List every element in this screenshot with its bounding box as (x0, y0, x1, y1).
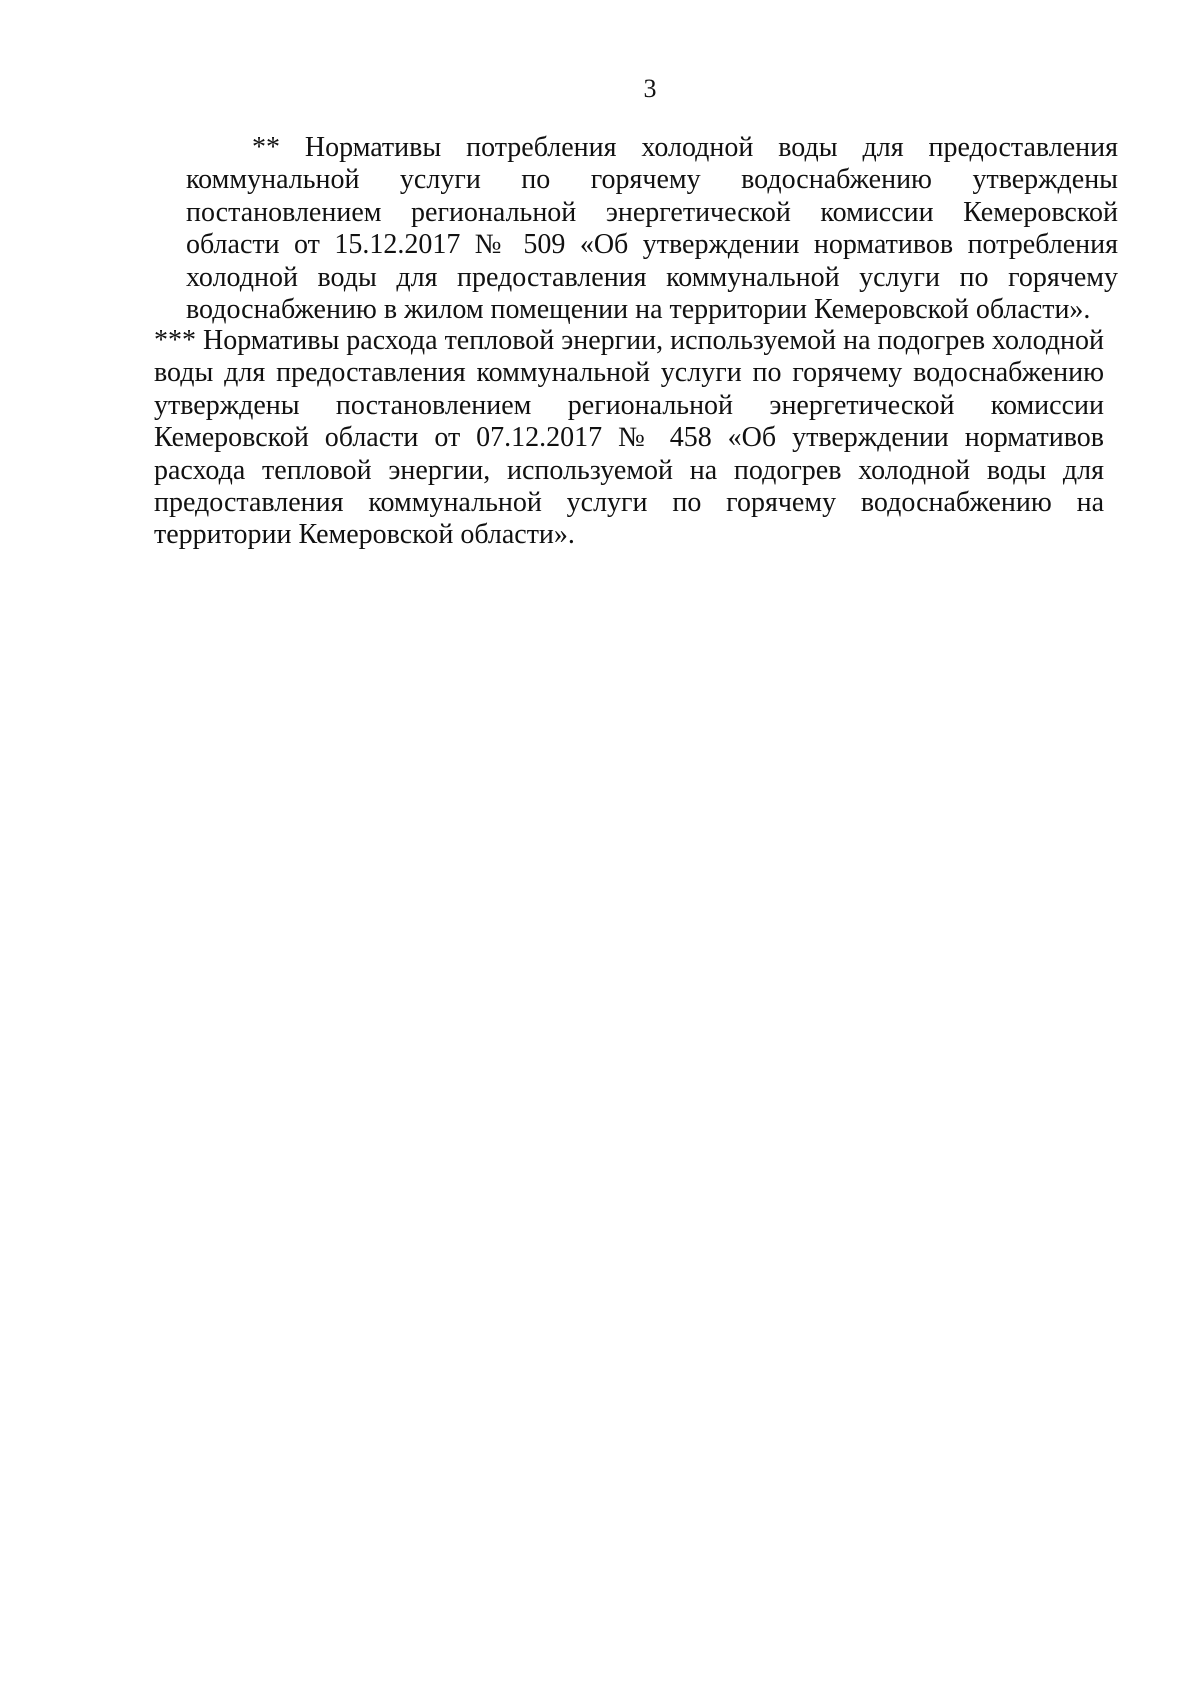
page-number: 3 (643, 74, 657, 103)
footnote-double-asterisk: ** Нормативы потребления холодной воды для предоставления коммунальной услуги по горячему водоснабжению утверждены постановлением региональной энергетической комиссии Кемеровской области от 15.12.2017 № 509 «Об утверждении нормативов потребления холодной воды для предоставления коммунальной услуги по горячему водоснабжению в жилом помещении на территории Кемеровской области». (186, 132, 1118, 326)
footnote-triple-asterisk: *** Нормативы расхода тепловой энергии, используемой на подогрев холодной воды для предоставления коммунальной услуги по горячему водоснабжению утверждены постановлением региональной энергетической комиссии Кемеровской области от 07.12.2017 № 458 «Об утверждении нормативов расхода тепловой энергии, используемой на подогрев холодной воды для предоставления коммунальной услуги по горячему водоснабжению на территории Кемеровской области». (154, 325, 1105, 551)
